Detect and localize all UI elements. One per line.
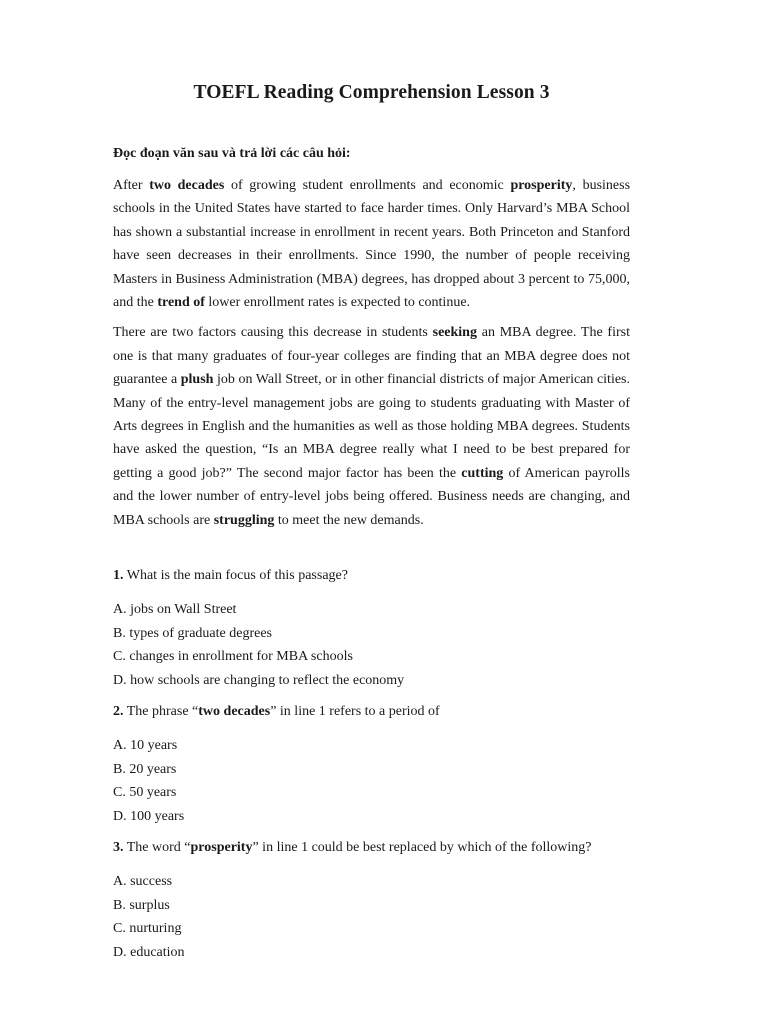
question-prompt bbox=[113, 566, 630, 585]
answer-option: D. how schools are changing to reflect the economy bbox=[113, 672, 405, 688]
question-number: 3. bbox=[113, 840, 124, 856]
text-run: The word “ bbox=[123, 840, 191, 856]
bold-term: cutting bbox=[461, 465, 504, 481]
answer-option: A. success bbox=[113, 874, 173, 890]
answer-options bbox=[113, 870, 630, 964]
bold-term: two decades bbox=[149, 178, 225, 193]
text-run: , business schools in the United States have started to face harder times. Only Harvard’s MBA School has shown a substantial increase in enrollment in recent years. Both Princeton and Stanford have seen decreases in their enrollments. Since 1990, the number of people receiving Masters in Business Administration (MBA) degrees, has dropped about 3 percent to 75,000, and the bbox=[113, 178, 631, 311]
text-run: After bbox=[113, 178, 150, 193]
answer-option: A. 10 years bbox=[113, 738, 178, 754]
answer-option: B. types of graduate degrees bbox=[113, 625, 272, 641]
answer-options bbox=[113, 598, 630, 692]
reading-passage bbox=[113, 174, 630, 532]
question-item bbox=[113, 838, 630, 964]
text-run: job on Wall Street, or in other financial districts of major American cities. Many of the entry-level management jobs are going to students graduating with Master of Arts degrees in English and the humanities as well as those holding MBA degrees. Students have asked the question, “Is an MBA degree really what I need to be best prepared for getting a good job?” The second major factor has been the bbox=[113, 372, 630, 481]
text-run: to meet the new demands. bbox=[274, 512, 424, 528]
question-item bbox=[113, 566, 630, 692]
document-title: TOEFL Reading Comprehension Lesson 3 bbox=[193, 82, 550, 103]
answer-option: C. changes in enrollment for MBA schools bbox=[113, 649, 353, 665]
question-number: 2. bbox=[113, 704, 124, 720]
bold-term: struggling bbox=[213, 512, 275, 528]
bold-term: trend of bbox=[157, 295, 205, 311]
answer-options bbox=[113, 734, 630, 828]
bold-term: prosperity bbox=[510, 178, 573, 193]
answer-option: B. surplus bbox=[113, 897, 170, 913]
text-run: lower enrollment rates is expected to continue. bbox=[204, 295, 471, 311]
question-prompt bbox=[113, 838, 630, 857]
bold-term: seeking bbox=[432, 325, 477, 341]
instruction-text: Đọc đoạn văn sau và trả lời các câu hỏi: bbox=[113, 146, 351, 161]
text-run: There are two factors causing this decrease in students bbox=[113, 325, 433, 341]
text-run: an MBA degree. The first one is that many graduates of four-year colleges are finding that an MBA degree does not guarantee a bbox=[113, 325, 630, 388]
bold-term: prosperity bbox=[190, 840, 253, 856]
question-item bbox=[113, 702, 630, 828]
text-run: of growing student enrollments and economic bbox=[224, 178, 511, 193]
bold-term: plush bbox=[180, 372, 214, 388]
text-run: The phrase “ bbox=[123, 704, 199, 720]
text-run: of American payrolls and the lower number of entry-level jobs being offered. Business needs are changing, and MBA schools are bbox=[113, 465, 631, 528]
question-number: 1. bbox=[113, 568, 124, 584]
answer-option: C. nurturing bbox=[113, 921, 182, 937]
question-list bbox=[113, 566, 630, 964]
document-page bbox=[113, 82, 630, 974]
answer-option: C. 50 years bbox=[113, 785, 177, 801]
answer-option: D. 100 years bbox=[113, 808, 185, 824]
bold-term: two decades bbox=[198, 704, 271, 720]
answer-option: A. jobs on Wall Street bbox=[113, 602, 237, 618]
text-run: What is the main focus of this passage? bbox=[123, 568, 348, 584]
answer-option: B. 20 years bbox=[113, 761, 177, 777]
passage-paragraph bbox=[113, 174, 630, 314]
passage-paragraph bbox=[113, 321, 630, 532]
question-prompt bbox=[113, 702, 630, 721]
text-run: ” in line 1 refers to a period of bbox=[270, 704, 440, 720]
text-run: ” in line 1 could be best replaced by which of the following? bbox=[252, 840, 592, 856]
answer-option: D. education bbox=[113, 944, 185, 960]
